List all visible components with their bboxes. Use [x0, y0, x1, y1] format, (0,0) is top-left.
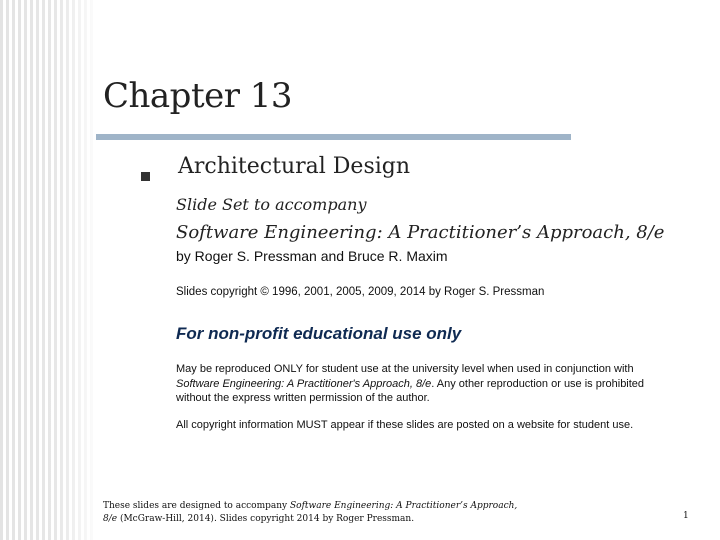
bullet-square-icon [141, 172, 150, 181]
footer-text-1: These slides are designed to accompany [103, 501, 290, 511]
website-notice: All copyright information MUST appear if these slides are posted on a website for student use. [176, 419, 634, 431]
footer-text [103, 500, 533, 525]
footer-text-2: (McGraw-Hill, 2014). Slides copyright 2014 by Roger Pressman. [117, 513, 415, 524]
repro-text-1: May be reproduced ONLY for student use at the university level when used in conjunction with [176, 363, 634, 375]
stripes-fade [0, 0, 96, 540]
authors: by Roger S. Pressman and Bruce R. Maxim [176, 248, 448, 264]
nonprofit-notice: For non-profit educational use only [176, 324, 462, 343]
slide-subtitle: Architectural Design [178, 154, 411, 179]
copyright-line: Slides copyright © 1996, 2001, 2005, 2009, 2014 by Roger S. Pressman [176, 286, 545, 298]
reproduction-notice [176, 362, 676, 406]
title-underline [96, 134, 571, 140]
slide-title: Chapter 13 [103, 76, 293, 116]
accompany-line: Slide Set to accompany [176, 195, 367, 214]
page-number: 1 [683, 511, 689, 521]
repro-text-2: . Any other reproduction or use is prohibited without the express written permission of the author. [176, 377, 645, 404]
footer-book-title: Software Engineering: A Practitioner’s Approach, 8/e [103, 501, 518, 524]
book-title: Software Engineering: A Practitioner’s Approach, 8/e [176, 222, 665, 243]
repro-book-title: Software Engineering: A Practitioner's Approach, 8/e [176, 377, 432, 390]
